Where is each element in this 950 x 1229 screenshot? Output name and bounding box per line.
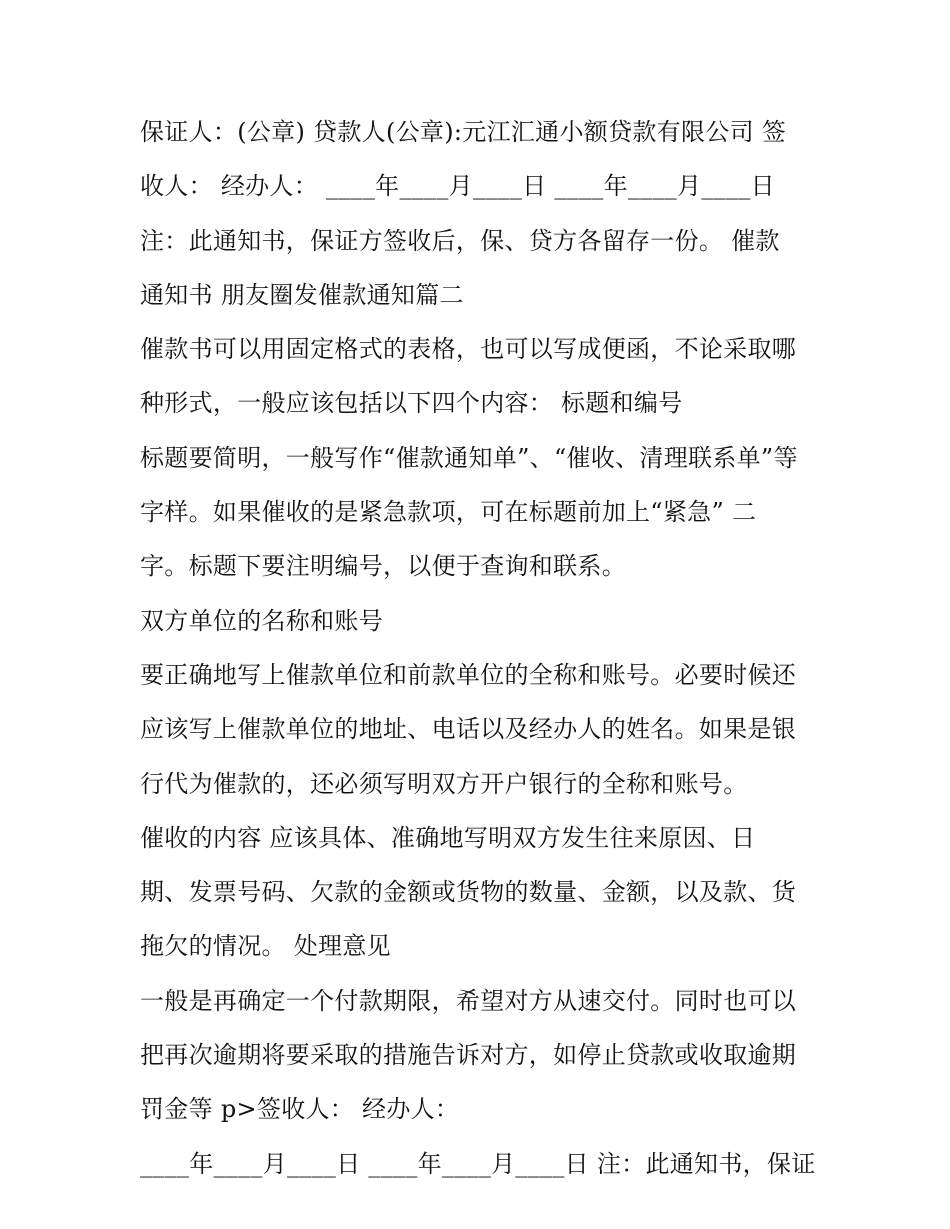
text-line-section-title: 通知书 朋友圈发催款通知篇二 — [140, 280, 464, 309]
text-line-paragraph: 种形式，一般应该包括以下四个内容： 标题和编号 — [140, 389, 683, 418]
text-line-guarantor: 保证人：(公章) 贷款人(公章):元江汇通小额贷款有限公司 签 — [140, 118, 787, 146]
text-line-date-note: ____年____月____日 ____年____月____日 注：此通知书，保证 — [140, 1149, 816, 1178]
text-line-paragraph: 一般是再确定一个付款期限，希望对方从速交付。同时也可以 — [140, 986, 797, 1015]
text-line-paragraph: 字。标题下要注明编号，以便于查询和联系。 — [140, 552, 626, 581]
text-line-paragraph: 拖欠的情况。 处理意见 — [140, 932, 391, 961]
text-line-paragraph: 把再次逾期将要采取的措施告诉对方，如停止贷款或收取逾期 — [140, 1041, 797, 1070]
text-line-paragraph: 要正确地写上催款单位和前款单位的全称和账号。必要时候还 — [140, 660, 797, 689]
text-line-paragraph: 应该写上催款单位的地址、电话以及经办人的姓名。如果是银 — [140, 715, 797, 744]
text-line-paragraph: 标题要简明，一般写作“催款通知单”、“催收、清理联系单”等 — [140, 443, 798, 472]
text-line-heading: 双方单位的名称和账号 — [140, 606, 383, 635]
text-line-paragraph: 行代为催款的，还必须写明双方开户银行的全称和账号。 — [140, 769, 748, 798]
text-line-paragraph: 期、发票号码、欠款的金额或货物的数量、金额，以及款、货 — [140, 878, 797, 907]
text-line-paragraph: 字样。如果催收的是紧急款项，可在标题前加上“紧急” 二 — [140, 498, 757, 527]
text-line-paragraph: 催收的内容 应该具体、准确地写明双方发生往来原因、日 — [140, 823, 756, 852]
document-body — [140, 105, 820, 1191]
text-line-signature-date: 收人： 经办人： ____年____月____日 ____年____月____日 — [140, 172, 775, 201]
text-line-signature: 罚金等 p>签收人： 经办人： — [140, 1095, 460, 1124]
text-line-note: 注：此通知书，保证方签收后，保、贷方各留存一份。 催款 — [140, 226, 780, 255]
text-line-paragraph: 催款书可以用固定格式的表格，也可以写成便函，不论采取哪 — [140, 335, 797, 364]
